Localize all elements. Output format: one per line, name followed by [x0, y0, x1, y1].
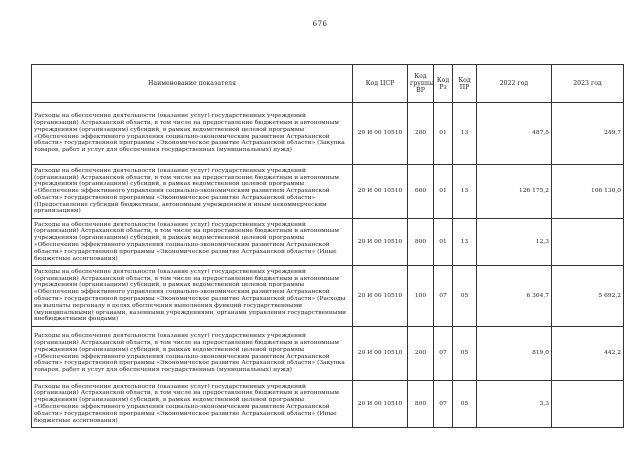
header-csr: Код ЦСР [353, 65, 408, 103]
row-name: Расходы на обеспечение деятельности (оказание услуг) государственных учреждений (организаций) Астраханской области, в том числе на предоставление бюджетным и автономным учреждениям (организациям) субсидий, в рамках ведомственной целевой программы «Обеспечение эффективного управления социально-экономическим развитием Астраханской области» государственной программы «Экономическое развитие Астраханской области» (Иные бюджетные ассигнования) [32, 381, 353, 428]
row-csr: 20 И 00 10510 [353, 327, 408, 381]
table-row [32, 103, 624, 165]
table-row [32, 266, 624, 327]
row-2022: 819,0 [477, 327, 552, 381]
row-rz: 07 [434, 381, 453, 428]
row-csr: 20 И 00 10510 [353, 165, 408, 219]
row-vr: 100 [408, 266, 434, 327]
row-csr: 20 И 00 10510 [353, 266, 408, 327]
row-2022: 3,3 [477, 381, 552, 428]
header-vr: Код группы ВР [408, 65, 434, 103]
row-pr: 13 [453, 219, 477, 266]
row-2023: 249,7 [552, 103, 624, 165]
row-2022: 6 364,7 [477, 266, 552, 327]
row-vr: 200 [408, 327, 434, 381]
row-2023: 106 130,0 [552, 165, 624, 219]
row-2023 [552, 219, 624, 266]
header-name: Наименование показателя [32, 65, 353, 103]
table-row [32, 219, 624, 266]
row-csr: 20 И 00 10510 [353, 103, 408, 165]
row-pr: 05 [453, 266, 477, 327]
row-vr: 200 [408, 103, 434, 165]
row-vr: 600 [408, 165, 434, 219]
row-vr: 800 [408, 381, 434, 428]
row-pr: 13 [453, 103, 477, 165]
row-rz: 07 [434, 327, 453, 381]
row-rz: 01 [434, 219, 453, 266]
row-2022: 12,3 [477, 219, 552, 266]
header-pr: Код ПР [453, 65, 477, 103]
row-pr: 13 [453, 165, 477, 219]
row-2023: 442,2 [552, 327, 624, 381]
row-2023 [552, 381, 624, 428]
row-csr: 20 И 00 10510 [353, 381, 408, 428]
row-rz: 01 [434, 103, 453, 165]
row-vr: 800 [408, 219, 434, 266]
row-2023: 5 692,2 [552, 266, 624, 327]
row-name: Расходы на обеспечение деятельности (оказание услуг) государственных учреждений (организаций) Астраханской области, в том числе на предоставление бюджетным и автономным учреждениям (организациям) субсидий, в рамках ведомственной целевой программы «Обеспечение эффективного управления социально-экономическим развитием Астраханской области» государственной программы «Экономическое развитие Астраханской области» (Закупка товаров, работ и услуг для обеспечения государственных (муниципальных) нужд) [32, 103, 353, 165]
header-2023: 2023 год [552, 65, 624, 103]
table-row [32, 165, 624, 219]
row-2022: 126 175,2 [477, 165, 552, 219]
row-name: Расходы на обеспечение деятельности (оказание услуг) государственных учреждений (организаций) Астраханской области, в том числе на предоставление бюджетным и автономным учреждениям (организациям) субсидий, в рамках ведомственной целевой программы «Обеспечение эффективного управления социально-экономическим развитием Астраханской области» государственной программы «Экономическое развитие Астраханской области» (Закупка товаров, работ и услуг для обеспечения государственных (муниципальных) нужд) [32, 327, 353, 381]
header-2022: 2022 год [477, 65, 552, 103]
row-rz: 07 [434, 266, 453, 327]
row-name: Расходы на обеспечение деятельности (оказание услуг) государственных учреждений (организаций) Астраханской области, в том числе на предоставление бюджетным и автономным учреждениям (организациям) субсидий, в рамках ведомственной целевой программы «Обеспечение эффективного управления социально-экономическим развитием Астраханской области» государственной программы «Экономическое развитие Астраханской области» (Предоставление субсидий бюджетным, автономным учреждениям и иным некоммерческим организациям) [32, 165, 353, 219]
table-header-row [32, 65, 624, 103]
table-row [32, 381, 624, 428]
budget-table [31, 64, 624, 428]
row-2022: 487,5 [477, 103, 552, 165]
row-rz: 01 [434, 165, 453, 219]
page-number: 676 [312, 20, 328, 28]
row-pr: 05 [453, 327, 477, 381]
row-name: Расходы на обеспечение деятельности (оказание услуг) государственных учреждений (организаций) Астраханской области, в том числе на предоставление бюджетным и автономным учреждениям (организациям) субсидий, в рамках ведомственной целевой программы «Обеспечение эффективного управления социально-экономическим развитием Астраханской области» государственной программы «Экономическое развитие Астраханской области» (Расходы на выплаты персоналу в целях обеспечения выполнения функций государственными (муниципальными) органами, казенными учреждениями, органами управления государственными внебюджетными фондами) [32, 266, 353, 327]
row-pr: 05 [453, 381, 477, 428]
header-rz: Код Рз [434, 65, 453, 103]
row-csr: 20 И 00 10510 [353, 219, 408, 266]
table-row [32, 327, 624, 381]
row-name: Расходы на обеспечение деятельности (оказание услуг) государственных учреждений (организаций) Астраханской области, в том числе на предоставление бюджетным и автономным учреждениям (организациям) субсидий, в рамках ведомственной целевой программы «Обеспечение эффективного управления социально-экономическим развитием Астраханской области» государственной программы «Экономическое развитие Астраханской области» (Иные бюджетные ассигнования) [32, 219, 353, 266]
